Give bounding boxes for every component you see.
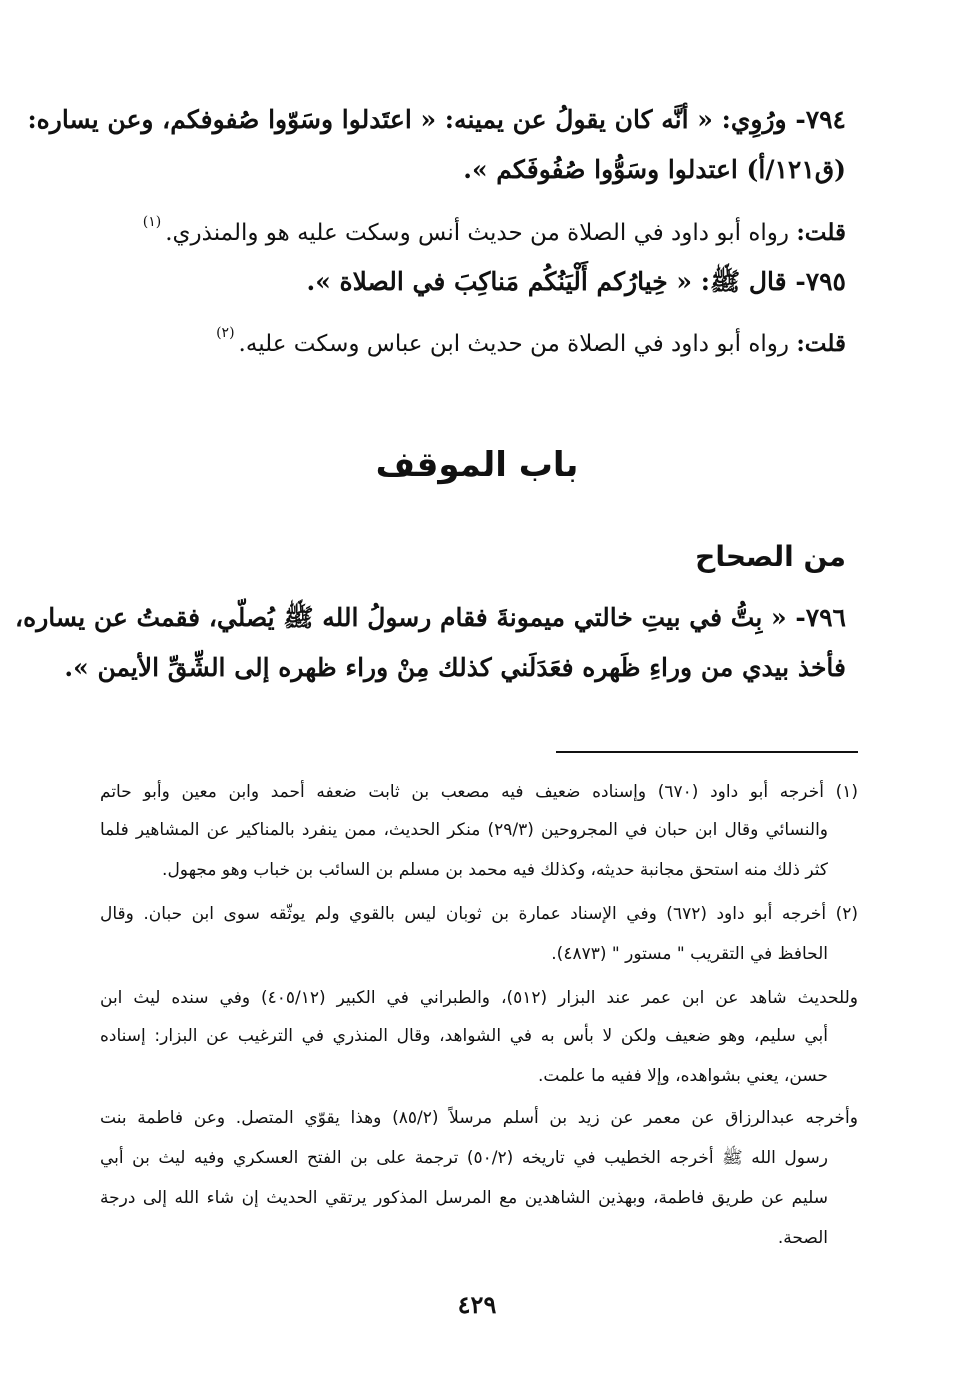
hadith-794-line-2: (ق١٢١/أ) اعتدلوا وسَوُّوا صُفُوفَكم ». [463, 155, 846, 184]
hadith-796-line-1: ٧٩٦- « بِتُّ في بيتِ خالتي ميمونةَ فقام رسولُ الله ﷺ يُصلّي، فقمتُ عن يساره، [15, 603, 846, 632]
hadith-796-line-2: فأخذ بيدي من وراءِ ظَهره فعَدَلَني كذلك مِنْ وراء ظهره إلى الشِّقِّ الأيمن ». [64, 653, 846, 682]
page-number: ٤٢٩ [457, 1290, 497, 1319]
hadith-794-line-1: ٧٩٤- ورُوِي: « أنَّه كان يقولُ عن يمينه: « اعتَدلوا وسَوّوا صُفوفكم، وعن يساره: [27, 105, 846, 134]
note-label: قلت: [796, 219, 846, 246]
note-text: رواه أبو داود في الصلاة من حديث أنس وسكت عليه هو والمنذري. [165, 220, 789, 246]
chapter-title: باب الموقف [375, 445, 579, 485]
note-795 [100, 325, 846, 366]
note-794 [100, 214, 846, 255]
footnote-divider [556, 751, 858, 753]
footnote-2-line-9: الصحة. [777, 1228, 828, 1248]
footnote-ref-2: (٢) [216, 325, 235, 341]
footnote-2-line-4: أبي سليم، وهو ضعيف ولكن لا بأس به في الشواهد، وقال المنذري في الترغيب عن البزار: إسناده [100, 1026, 828, 1046]
footnote-2-line-6: وأخرجه عبدالرزاق عن معمر عن زيد بن أسلم مرسلاً (٨٥/٢) وهذا يقوّي المتصل. وعن فاطمة بنت [100, 1108, 858, 1128]
footnote-1-line-1: (١) أخرجه أبو داود (٦٧٠) وإسناده ضعيف فيه مصعب بن ثابت ضعفه أحمد وابن معين وأبو حاتم [100, 782, 858, 802]
footnote-2-line-3: وللحديث شاهد عن ابن عمر عند البزار (٥١٢)، والطبراني في الكبير (٤٠٥/١٢) وفي سنده ليث ابن [100, 988, 858, 1008]
footnote-2-line-1: (٢) أخرجه أبو داود (٦٧٢) وفي الإسناد عمارة بن ثوبان ليس بالقوي ولم يوثّقه سوى ابن حبان. وقال [100, 904, 858, 924]
section-heading: من الصحاح [695, 540, 846, 573]
footnote-ref-1: (١) [142, 214, 162, 230]
footnote-2-line-2: الحافظ في التقريب " مستور " (٤٨٧٣). [551, 944, 828, 964]
footnote-2-line-7: رسول الله ﷺ أخرجه الخطيب في تاريخه (٥٠/٢) ترجمة على بن الفتح العسكري وفيه ليث بن أبي [100, 1148, 828, 1168]
hadith-795-line-1: ٧٩٥- قال ﷺ: « خِيارُكم أَلْيَنُكُم مَناكِبَ في الصلاة ». [306, 267, 846, 296]
footnote-2-line-8: سليم عن طريق فاطمة، وبهذين الشاهدين مع المرسل المذكور يرتقي الحديث إن شاء الله إلى درجة [100, 1188, 828, 1208]
footnote-1-line-3: كثر ذلك منه استحق مجانبة حديثه، وكذلك فيه محمد بن مسلم بن السائب بن خباب وهو مجهول. [162, 860, 828, 880]
note-text: رواه أبو داود في الصلاة من حديث ابن عباس وسكت عليه. [238, 331, 789, 357]
note-label: قلت: [796, 330, 846, 357]
footnote-2-line-5: حسن، يعني بشواهده، وإلا ففيه ما علمت. [537, 1066, 828, 1086]
footnote-1-line-2: والنسائي وقال ابن حبان في المجروحين (٢٩/٣) منكر الحديث، ممن ينفرد بالمناكير عن المشاهير فلما [100, 820, 828, 840]
